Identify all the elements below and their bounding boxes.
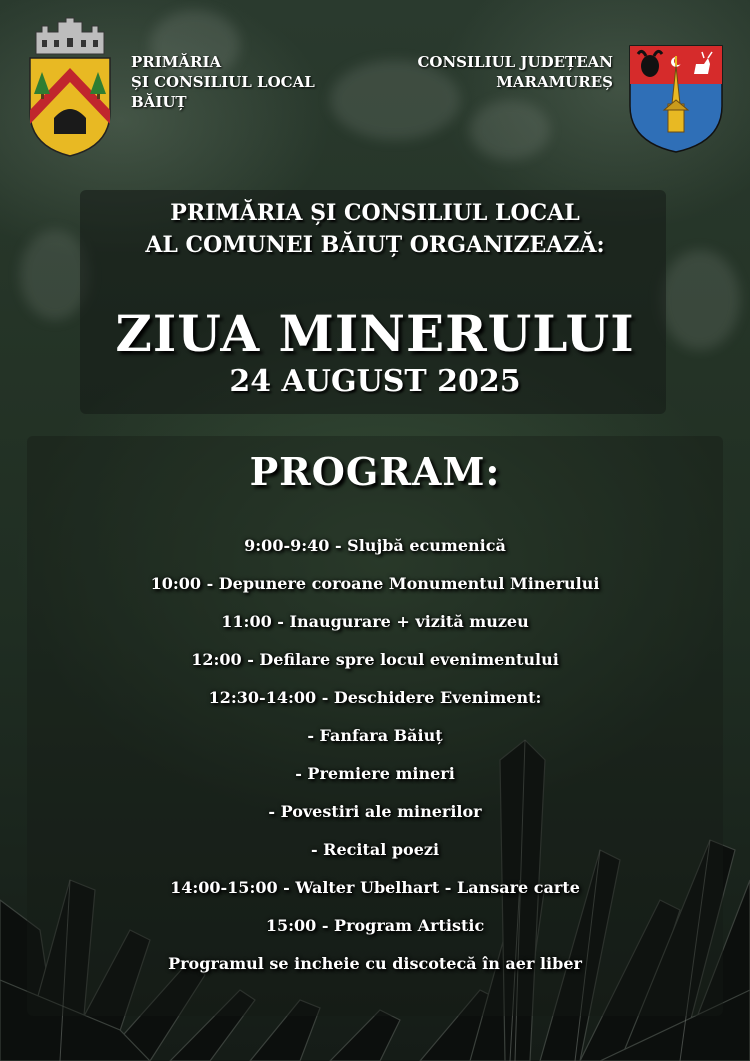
schedule-subitem: - Recital poezi	[310, 840, 440, 859]
schedule-item: 9:00-9:40 - Slujbă ecumenică	[244, 536, 506, 555]
header-left-line: PRIMĂRIA	[131, 53, 222, 71]
maramures-coat-of-arms-icon	[628, 44, 724, 154]
organizer-line: PRIMĂRIA ȘI CONSILIUL LOCAL	[170, 200, 580, 226]
schedule-item: 11:00 - Inaugurare + vizită muzeu	[221, 612, 529, 631]
schedule-subitem: - Fanfara Băiuț	[307, 726, 443, 745]
schedule-item: 12:00 - Defilare spre locul evenimentului	[191, 650, 559, 669]
schedule-item: 10:00 - Depunere coroane Monumentul Minerului	[150, 574, 600, 593]
schedule-closing-note: Programul se incheie cu discotecă în aer liber	[168, 954, 582, 973]
header-left-line: BĂIUȚ	[131, 93, 187, 111]
schedule-item: 15:00 - Program Artistic	[265, 916, 485, 935]
schedule-item: 12:30-14:00 - Deschidere Eveniment:	[208, 688, 542, 707]
header-left-line: ȘI CONSILIUL LOCAL	[131, 73, 315, 91]
header-right-line: CONSILIUL JUDEȚEAN	[417, 53, 613, 71]
program-schedule	[0, 527, 750, 983]
baiut-coat-of-arms-icon	[28, 14, 112, 158]
program-heading: PROGRAM:	[249, 449, 501, 494]
organizer-line: AL COMUNEI BĂIUȚ ORGANIZEAZĂ:	[145, 232, 605, 258]
header-right-text	[417, 52, 613, 92]
schedule-subitem: - Premiere mineri	[295, 764, 455, 783]
event-date: 24 AUGUST 2025	[229, 364, 521, 399]
schedule-subitem: - Povestiri ale minerilor	[268, 802, 482, 821]
event-title: ZIUA MINERULUI	[115, 304, 635, 363]
header-right-line: MARAMUREȘ	[496, 73, 613, 91]
header-left-text	[131, 52, 315, 112]
schedule-item: 14:00-15:00 - Walter Ubelhart - Lansare carte	[170, 878, 580, 897]
